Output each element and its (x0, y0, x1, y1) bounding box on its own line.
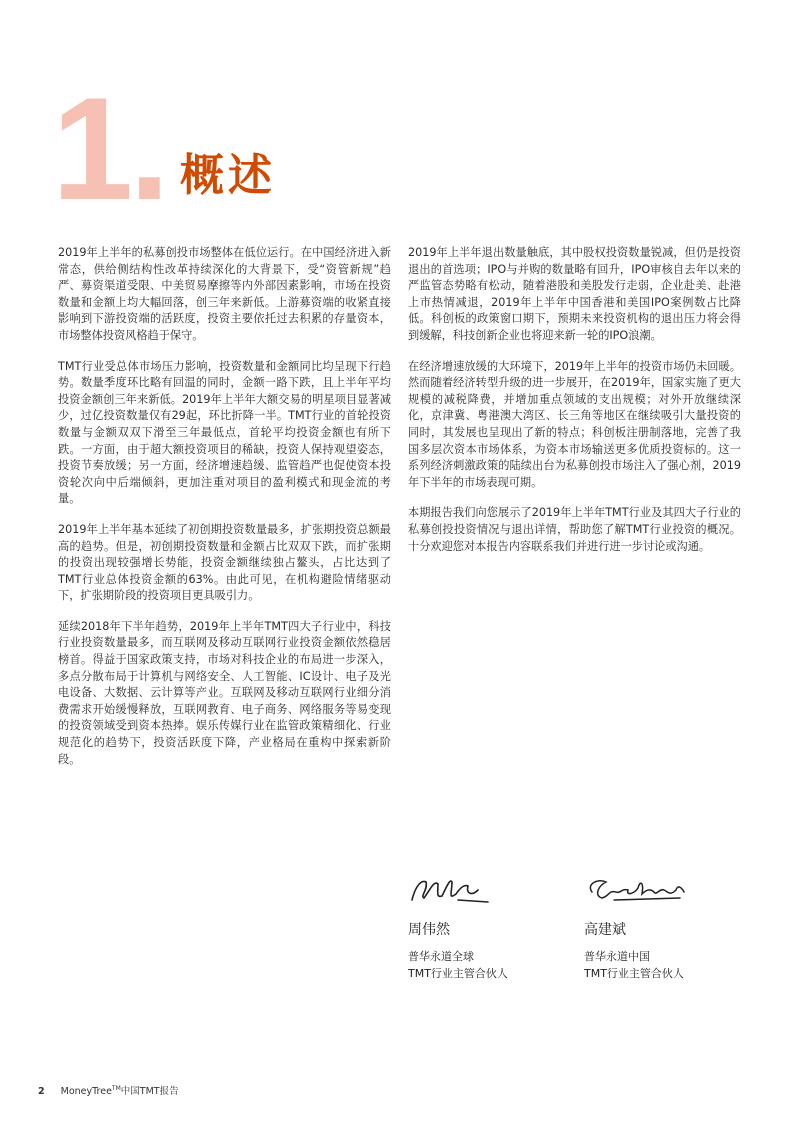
page-number: 2 (38, 1086, 45, 1098)
signatory-title-line: 普华永道全球 (408, 950, 474, 963)
signature-block (408, 870, 748, 990)
signatory-1 (408, 870, 568, 982)
signatory-title (584, 948, 744, 982)
signatory-title (408, 948, 568, 982)
report-title: 中国TMT报告 (120, 1086, 179, 1098)
signatory-2 (584, 870, 744, 982)
signatory-title-line: TMT行业主管合伙人 (408, 967, 508, 980)
page-footer (38, 1082, 179, 1099)
chapter-number: 1. (52, 67, 166, 230)
paragraph: 延续2018年下半年趋势，2019年上半年TMT四大子行业中，科技行业投资数量最多，而互联网及移动互联网行业投资金额依然稳居榜首。得益于国家政策支持，市场对科技企业的布局进一步深入，多点分散布局于计算机与网络安全、人工智能、IC设计、电子及光电设备、大数据、云计算等产业。互联网及移动互联网行业细分消费需求开始缓慢释放，互联网教育、电子商务、网络服务等易变现的投资领域受到资本热捧。娱乐传媒行业在监管政策精细化、行业规范化的趋势下，投资活跃度下降，产业格局在重构中探索新阶段。 (58, 619, 391, 766)
signatory-title-line: TMT行业主管合伙人 (584, 967, 684, 980)
paragraph: 在经济增速放缓的大环境下，2019年上半年的投资市场仍未回暖。然而随着经济转型升级的进一步展开，在2019年，国家实施了更大规模的减税降费，并增加重点领域的支出规模；对外开放继续深化，京津冀、粤港澳大湾区、长三角等地区在继续吸引大量投资的同时，其发展也呈现出了新的特点；科创板注册制落地，完善了我国多层次资本市场体系，为资本市场输送更多优质投资标的。这一系列经济刺激政策的陆续出台为私募创投市场注入了强心剂，2019年下半年的市场表现可期。 (408, 359, 741, 489)
signatory-name: 周伟然 (408, 922, 450, 938)
paragraph: 2019年上半年退出数量触底，其中股权投资数量锐减，但仍是投资退出的首选项；IPO与并购的数量略有回升，IPO审核自去年以来的严监管态势略有松动，随着港股和美股发行走弱，企业赴美、赴港上市热情减退，2019年上半年中国香港和美国IPO案例数占比降低。科创板的政策窗口期下，预期未来投资机构的退出压力将会得到缓解，科技创新企业也将迎来新一轮的IPO浪潮。 (408, 246, 741, 342)
trademark-mark: TM (111, 1085, 121, 1092)
paragraph: TMT行业受总体市场压力影响，投资数量和金额同比均呈现下行趋势。数量季度环比略有回温的同时，金额一路下跌，且上半年平均投资金额创三年来新低。2019年上半年大额交易的明星项目显著减少，过亿投资数量仅有29起，环比折降一半。TMT行业的首轮投资数量与金额双双下滑至三年最低点，首轮平均投资金额也有所下跌。一方面，由于超大额投资项目的稀缺，投资人保持观望姿态，投资节奏放缓；另一方面，经济增速趋缓、监管趋严也促使资本投资轮次向中后端倾斜，更加注重对项目的盈利模式和现金流的考量。 (58, 359, 391, 506)
paragraph: 2019年上半年基本延续了初创期投资数量最多，扩张期投资总额最高的趋势。但是，初创期投资数量和金额占比双双下跌，而扩张期的投资出现较强增长势能，投资金额继续独占鳌头，占比达到了TMT行业总体投资金额的63%。由此可见，在机构避险情绪驱动下，扩张期阶段的投资项目更具吸引力。 (58, 522, 391, 603)
left-text-column (58, 245, 391, 782)
chapter-title: 概述 (180, 150, 276, 201)
signatory-name: 高建斌 (584, 922, 626, 938)
brand-name: MoneyTree (60, 1086, 112, 1098)
paragraph: 本期报告我们向您展示了2019年上半年TMT行业及其四大子行业的私募创投投资情况与退出详情，帮助您了解TMT行业投资的概况。十分欢迎您对本报告内容联系我们并进行进一步讨论或沟通。 (408, 506, 741, 553)
right-text-column (408, 245, 741, 569)
paragraph: 2019年上半年的私募创投市场整体在低位运行。在中国经济进入新常态，供给侧结构性改革持续深化的大背景下，受“资管新规”趋严、募资渠道受限、中美贸易摩擦等内外部因素影响，市场在投资数量和金额上均大幅回落，创三年来新低。上游募资端的收紧直接影响到下游投资端的活跃度，投资主要依托过去积累的存量资本，市场整体投资风格趋于保守。 (58, 246, 391, 342)
signatory-title-line: 普华永道中国 (584, 950, 650, 963)
handwritten-signature (408, 870, 498, 910)
handwritten-signature (584, 870, 694, 910)
